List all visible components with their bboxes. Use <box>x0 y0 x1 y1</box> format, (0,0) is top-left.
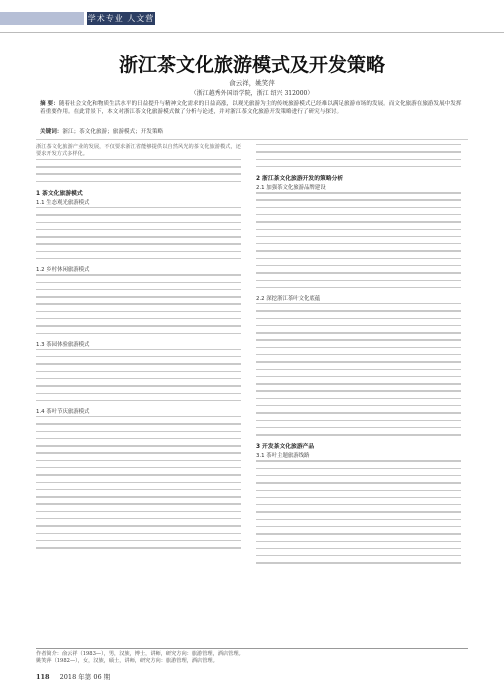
page-header <box>0 0 504 44</box>
paper-title: 浙江茶文化旅游模式及开发策略 <box>118 54 385 76</box>
subsection-heading-1-3: 1.3 茶园体验旅游模式 <box>36 341 90 348</box>
abstract-text: 随着社会文化和物质生活水平的日益提升与精神文化需求的日益高涨，以观光旅游为主的传统旅游模式已经难以满足旅游市场的发展。而文化旅游在旅游发展中发挥着重要作用。在此背景下，本文对浙江茶文化旅游模式做了分析与论述，并对浙江茶文化旅游开发策略进行了研究与探讨。 <box>40 101 462 116</box>
keywords-label: 关键词： <box>40 129 63 135</box>
section-heading-2: 2 浙江茶文化旅游开发的策略分析 <box>256 176 344 183</box>
page-footer <box>36 672 110 681</box>
footnote-line-2: 姚笑萍（1982—），女，汉族，硕士，讲师，研究方向：旅游管理，酒店管理。 <box>36 658 218 664</box>
paper-authors: 俞云祥，姚笑萍 <box>229 79 275 87</box>
subsection-heading-2-1: 2.1 加强茶文化旅游品牌建设 <box>256 185 326 192</box>
body-text-block <box>36 159 241 182</box>
header-divider <box>0 32 504 33</box>
body-text-block <box>36 207 241 259</box>
intro-paragraph: 浙江茶文化旅游产业的发展，不仅要求浙江省能够提供以自然风光的茶文化旅游模式，还要求开发方式多样化。 <box>36 144 241 158</box>
body-text-block <box>256 144 461 167</box>
page-number: 118 <box>36 673 50 681</box>
body-text-block <box>256 303 461 435</box>
author-footnote <box>36 648 468 665</box>
subsection-heading-1-2: 1.2 乡村休闲旅游模式 <box>36 267 90 274</box>
body-text-block <box>36 416 241 548</box>
subsection-heading-1-1: 1.1 生态观光旅游模式 <box>36 200 90 207</box>
abstract-divider <box>36 139 468 140</box>
subsection-heading-2-2: 2.2 深挖浙江茶叶文化底蕴 <box>256 296 321 303</box>
section-heading-3: 3 开发茶文化旅游产品 <box>256 444 315 451</box>
issue-label: 2018 年第 06 期 <box>59 673 111 681</box>
body-column-right <box>256 144 461 570</box>
body-text-block <box>36 274 241 334</box>
body-text-block <box>36 349 241 401</box>
paper-affiliation: （浙江越秀外国语学院，浙江 绍兴 312000） <box>190 90 314 97</box>
header-decor-bar <box>0 12 84 25</box>
body-column-left <box>36 144 241 554</box>
abstract-label: 摘 要： <box>40 101 59 107</box>
abstract <box>40 100 464 117</box>
subsection-heading-3-1: 3.1 茶叶主题旅游线路 <box>256 453 310 460</box>
journal-section-label: 学术专业 人文营 <box>87 14 155 23</box>
section-heading-1: 1 茶文化旅游模式 <box>36 191 83 198</box>
footnote-line-1: 作者简介：俞云祥（1983—），男，汉族，博士，讲师，研究方向：旅游管理，酒店管理。 <box>36 651 244 657</box>
keywords-text: 浙江；茶文化旅游；旅游模式；开发策略 <box>62 129 164 135</box>
body-text-block <box>256 460 461 563</box>
keywords <box>40 127 464 135</box>
subsection-heading-1-4: 1.4 茶叶节庆旅游模式 <box>36 409 90 416</box>
body-text-block <box>256 192 461 288</box>
